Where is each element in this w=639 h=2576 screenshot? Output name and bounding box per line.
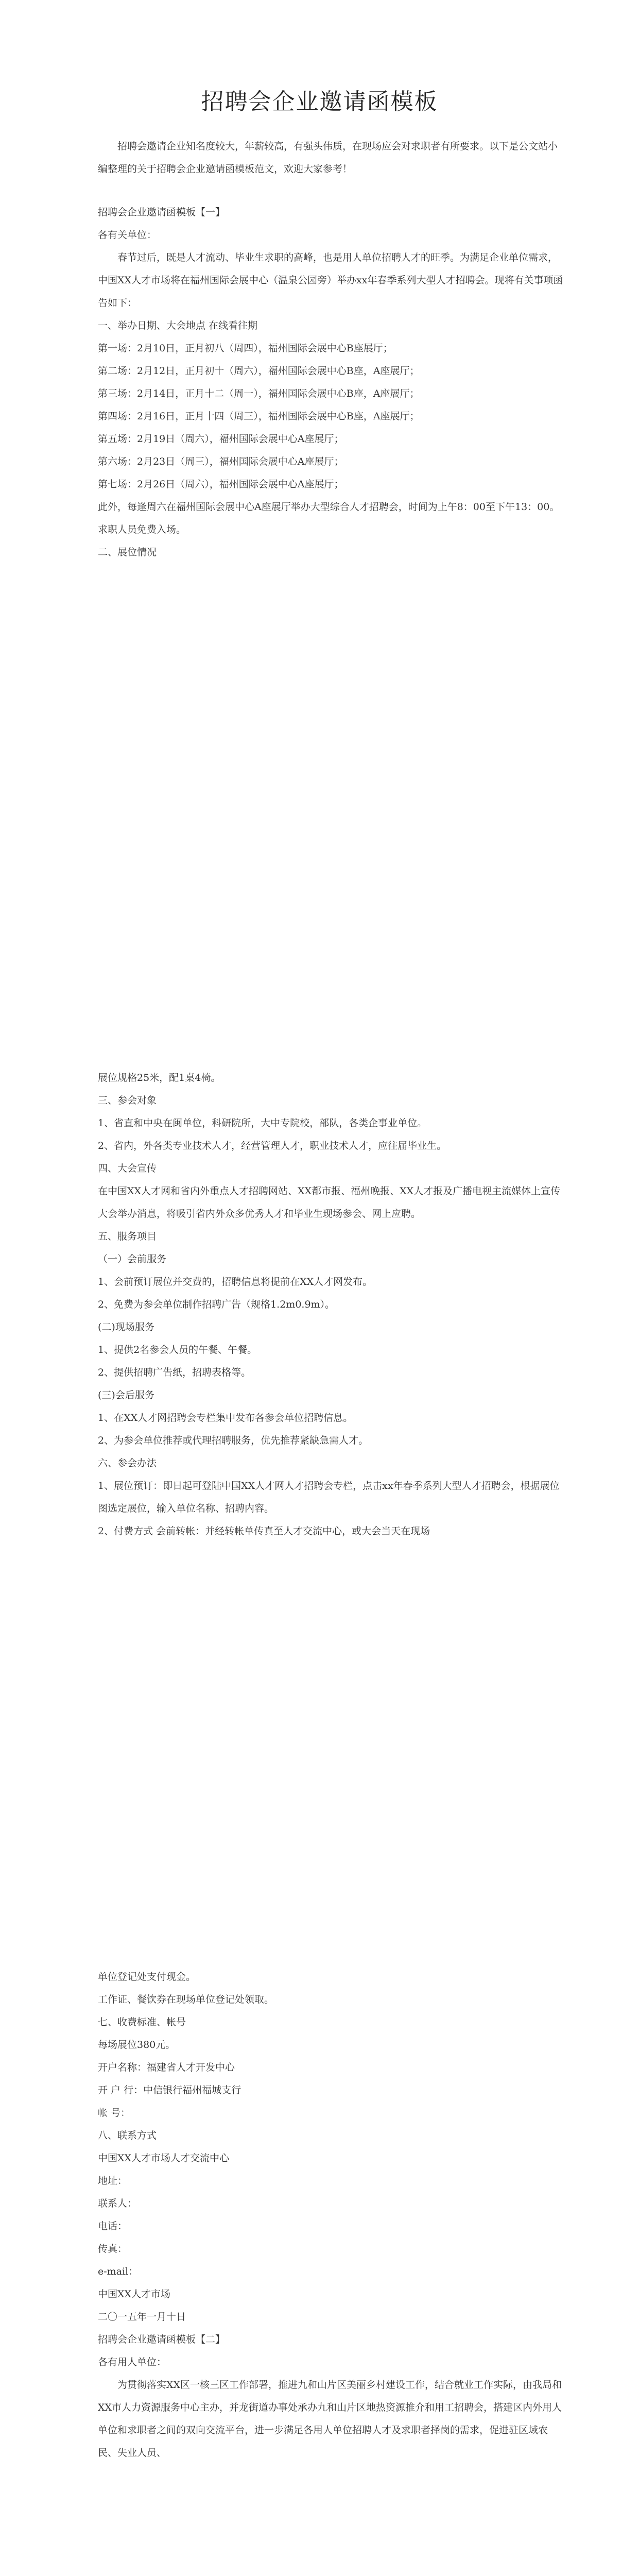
section-heading: 二、展位情况: [98, 547, 157, 558]
signature-date: 二〇一五年一月十日: [98, 2311, 186, 2323]
section-heading: 四、大会宣传: [98, 1163, 157, 1174]
body-paragraph: 为贯彻落实XX区一核三区工作部署，推进九和山片区美丽乡村建设工作，结合就业工作实际，由我局和XX市人力资源服务中心主办，并龙街道办事处承办九和山片区地热资源推介和用工招聘会，搭建区内外用人单位和求职者之间的双向交流平台，进一步满足各用人单位招聘人才及求职者择岗的需求，促进驻区域农民、失业人员、: [98, 2379, 562, 2459]
list-item: 2、提供招聘广告纸，招聘表格等。: [98, 1367, 251, 1378]
section-heading: 七、收费标准、帐号: [98, 2016, 186, 2028]
schedule-item: 第二场：2月12日，正月初十（周六），福州国际会展中心B座，A座展厅；: [98, 365, 420, 377]
sub-heading: （一）会前服务: [98, 1253, 167, 1265]
body-paragraph: 在中国XX人才网和省内外重点人才招聘网站、XX都市报、福州晚报、XX人才报及广播电视主流媒体上宣传大会举办消息，将吸引省内外众多优秀人才和毕业生现场参会、网上应聘。: [98, 1185, 561, 1219]
section-heading: 八、联系方式: [98, 2130, 157, 2141]
schedule-item: 第一场：2月10日，正月初八（周四），福州国际会展中心B座展厅；: [98, 343, 393, 354]
contact-fax: 传真：: [98, 2243, 128, 2255]
schedule-item: 第七场：2月26日（周六），福州国际会展中心A座展厅；: [98, 479, 344, 490]
account-name: 开户名称：福建省人才开发中心: [98, 2062, 235, 2073]
salutation: 各有用人单位：: [98, 2357, 167, 2368]
intro-block: [98, 135, 564, 180]
list-item: 1、省直和中央在闽单位，科研院所，大中专院校，部队，各类企事业单位。: [98, 1117, 427, 1129]
list-item: 1、展位预订：即日起可登陆中国XX人才网人才招聘会专栏，点击xx年春季系列大型人才招聘会，根据展位图选定展位，输入单位名称、招聘内容。: [98, 1480, 560, 1514]
section-3: [98, 1965, 564, 2464]
contact-person: 联系人：: [98, 2198, 137, 2209]
schedule-item: 第四场：2月16日，正月十四（周三），福州国际会展中心B座，A座展厅；: [98, 411, 420, 422]
section-2: [98, 1066, 564, 1543]
contact-email: e-mail：: [98, 2266, 139, 2277]
body-paragraph: 春节过后，既是人才流动、毕业生求职的高峰，也是用人单位招聘人才的旺季。为满足企业单位需求，中国XX人才市场将在福州国际会展中心（温泉公园旁）举办xx年春季系列大型人才招聘会。现将有关事项函告如下：: [98, 252, 563, 309]
list-item: 2、省内，外各类专业技术人才，经营管理人才，职业技术人才，应往届毕业生。: [98, 1140, 447, 1151]
schedule-item: 第五场：2月19日（周六），福州国际会展中心A座展厅；: [98, 433, 344, 445]
section-heading: 六、参会办法: [98, 1458, 157, 1469]
sub-heading: (三)会后服务: [98, 1389, 154, 1401]
fee-line: 每场展位380元。: [98, 2039, 176, 2050]
list-item: 1、会前预订展位并交费的，招聘信息将提前在XX人才网发布。: [98, 1276, 373, 1287]
section-1: [98, 201, 564, 564]
template-heading-1: 招聘会企业邀请函模板【一】: [98, 207, 226, 218]
body-paragraph: 求职人员免费入场。: [98, 524, 186, 535]
schedule-item: 第六场：2月23日（周三），福州国际会展中心A座展厅；: [98, 456, 344, 467]
list-item: 2、付费方式 会前转帐：并经转帐单传真至人才交流中心，或大会当天在现场: [98, 1526, 430, 1537]
account-number: 帐 号：: [98, 2107, 131, 2119]
section-heading: 一、举办日期、大会地点 在线看往期: [98, 320, 258, 331]
page-title: 招聘会企业邀请函模板: [201, 89, 438, 115]
sub-heading: (二)现场服务: [98, 1321, 154, 1333]
list-item: 1、在XX人才网招聘会专栏集中发布各参会单位招聘信息。: [98, 1412, 353, 1423]
signature-org: 中国XX人才市场: [98, 2289, 171, 2300]
list-item: 1、提供2名参会人员的午餐、午餐。: [98, 1344, 257, 1355]
body-paragraph: 展位规格25米，配1桌4椅。: [98, 1072, 221, 1083]
contact-address: 地址：: [98, 2175, 128, 2187]
salutation: 各有关单位：: [98, 229, 157, 241]
list-item: 2、为参会单位推荐或代理招聘服务，优先推荐紧缺急需人才。: [98, 1435, 369, 1446]
account-bank: 开 户 行：中信银行福州福城支行: [98, 2084, 241, 2096]
contact-org: 中国XX人才市场人才交流中心: [98, 2153, 230, 2164]
body-paragraph: 单位登记处支付现金。: [98, 1971, 196, 1982]
body-paragraph: 工作证、餐饮券在现场单位登记处领取。: [98, 1994, 274, 2005]
intro-paragraph: 招聘会邀请企业知名度较大，年薪较高，有强头伟质，在现场应会对求职者有所要求。以下是公文站小编整理的关于招聘会企业邀请函模板范文，欢迎大家参考！: [98, 141, 558, 175]
section-heading: 三、参会对象: [98, 1095, 157, 1106]
contact-phone: 电话：: [98, 2221, 128, 2232]
section-heading: 五、服务项目: [98, 1231, 157, 1242]
schedule-item: 第三场：2月14日，正月十二（周一），福州国际会展中心B座，A座展厅；: [98, 388, 420, 399]
template-heading-2: 招聘会企业邀请函模板【二】: [98, 2334, 226, 2345]
body-paragraph: 此外，每逢周六在福州国际会展中心A座展厅举办大型综合人才招聘会，时间为上午8：00至下午13：00。: [98, 501, 560, 513]
list-item: 2、免费为参会单位制作招聘广告（规格1.2m0.9m）。: [98, 1299, 335, 1310]
